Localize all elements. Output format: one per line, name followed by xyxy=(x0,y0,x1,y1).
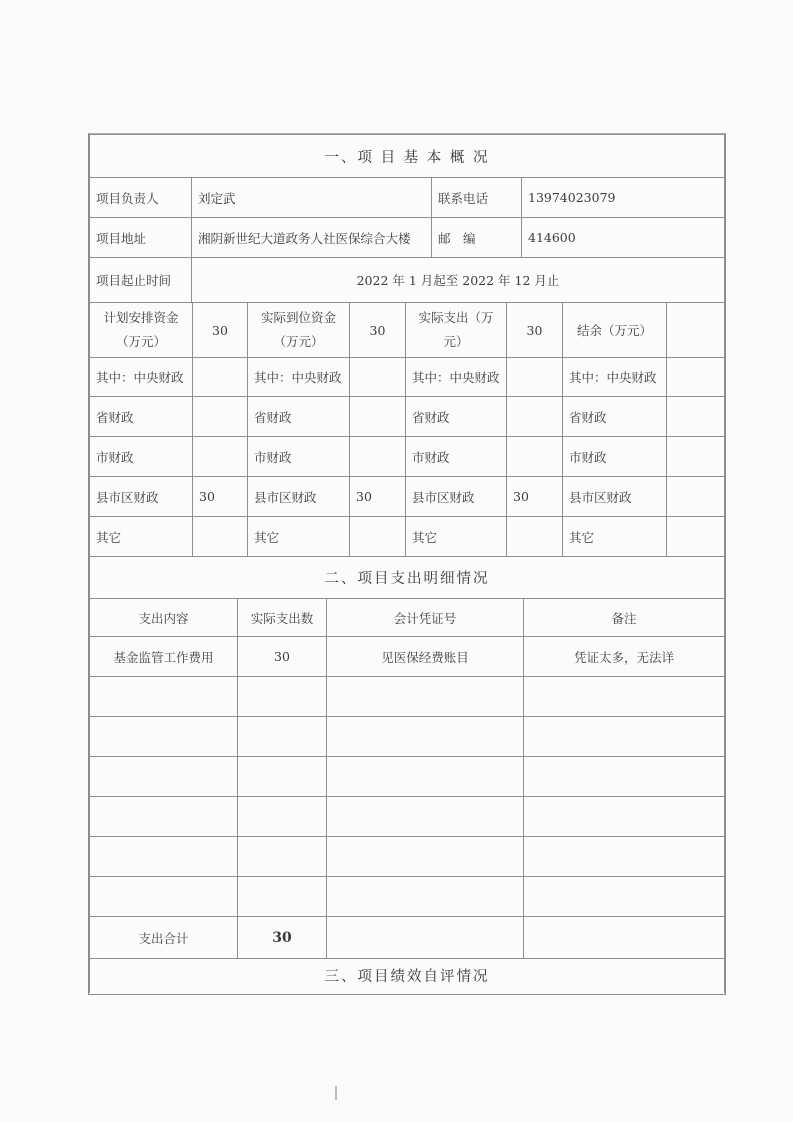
funds-table xyxy=(89,302,725,557)
expense-content xyxy=(90,677,238,717)
col-header-content: 支出内容 xyxy=(90,599,238,637)
fund-source-value xyxy=(193,397,248,437)
fund-source-value xyxy=(667,477,725,517)
section1-title: 一、项 目 基 本 概 况 xyxy=(90,135,725,178)
fund-source-label: 其它 xyxy=(563,517,667,557)
fund-source-label: 县市区财政 xyxy=(563,477,667,517)
fund-source-value xyxy=(507,358,563,397)
fund-source-label: 其中：中央财政 xyxy=(406,358,507,397)
expense-remarks: 凭证太多，无法详 xyxy=(524,637,725,677)
fund-source-value: 30 xyxy=(507,477,563,517)
expense-voucher xyxy=(327,837,524,877)
expense-amount xyxy=(238,677,327,717)
expense-content xyxy=(90,797,238,837)
expense-voucher xyxy=(327,797,524,837)
table-row xyxy=(90,797,725,837)
expense-remarks xyxy=(524,797,725,837)
fund-source-value xyxy=(350,358,406,397)
period-label: 项目起止时间 xyxy=(90,258,192,303)
col-header-remarks: 备注 xyxy=(524,599,725,637)
address-value: 湘阴新世纪大道政务人社医保综合大楼 xyxy=(192,218,432,258)
expense-remarks xyxy=(524,677,725,717)
expense-amount xyxy=(238,797,327,837)
expense-amount xyxy=(238,837,327,877)
phone-value: 13974023079 xyxy=(522,178,725,218)
expense-remarks xyxy=(524,717,725,757)
fund-source-label: 其中：中央财政 xyxy=(90,358,193,397)
postcode-value: 414600 xyxy=(522,218,725,258)
fund-source-value xyxy=(350,517,406,557)
expense-voucher xyxy=(327,877,524,917)
fund-source-label: 省财政 xyxy=(406,397,507,437)
expense-voucher xyxy=(327,677,524,717)
expense-amount xyxy=(238,877,327,917)
actual-received-value: 30 xyxy=(350,303,406,358)
col-header-voucher: 会计凭证号 xyxy=(327,599,524,637)
total-voucher-empty xyxy=(327,917,524,959)
fund-source-label: 其它 xyxy=(90,517,193,557)
total-remarks-empty xyxy=(524,917,725,959)
section2-title: 二、项目支出明细情况 xyxy=(90,557,725,599)
expense-voucher xyxy=(327,757,524,797)
table-row xyxy=(90,637,725,677)
expense-content xyxy=(90,877,238,917)
fund-source-label: 县市区财政 xyxy=(248,477,350,517)
planned-funds-value: 30 xyxy=(193,303,248,358)
expense-content xyxy=(90,837,238,877)
fund-source-value xyxy=(507,397,563,437)
fund-source-label: 其它 xyxy=(248,517,350,557)
fund-source-value xyxy=(350,397,406,437)
fund-source-value xyxy=(507,437,563,477)
actual-spent-header: 实际支出（万元） xyxy=(406,303,507,358)
address-label: 项目地址 xyxy=(90,218,192,258)
balance-value xyxy=(667,303,725,358)
expense-remarks xyxy=(524,837,725,877)
phone-label: 联系电话 xyxy=(432,178,522,218)
fund-source-label: 省财政 xyxy=(90,397,193,437)
fund-source-value: 30 xyxy=(350,477,406,517)
fund-source-label: 市财政 xyxy=(90,437,193,477)
scan-artifact xyxy=(335,1086,337,1100)
section2-title-table xyxy=(89,556,725,599)
total-label: 支出合计 xyxy=(90,917,238,959)
fund-source-value xyxy=(667,517,725,557)
section3-title-table xyxy=(89,958,725,993)
expense-voucher: 见医保经费账目 xyxy=(327,637,524,677)
expense-amount xyxy=(238,717,327,757)
expense-content xyxy=(90,757,238,797)
actual-received-header: 实际到位资金（万元） xyxy=(248,303,350,358)
fund-source-value xyxy=(193,437,248,477)
expense-content xyxy=(90,717,238,757)
section3-title: 三、项目绩效自评情况 xyxy=(90,959,725,993)
fund-source-label: 县市区财政 xyxy=(406,477,507,517)
expense-remarks xyxy=(524,877,725,917)
table-row xyxy=(90,757,725,797)
fund-source-value xyxy=(507,517,563,557)
form-frame xyxy=(88,133,726,995)
table-row xyxy=(90,677,725,717)
leader-value: 刘定武 xyxy=(192,178,432,218)
actual-spent-value: 30 xyxy=(507,303,563,358)
fund-source-value xyxy=(667,437,725,477)
expense-content: 基金监管工作费用 xyxy=(90,637,238,677)
expense-amount xyxy=(238,757,327,797)
expense-amount: 30 xyxy=(238,637,327,677)
table-row xyxy=(90,717,725,757)
planned-funds-header: 计划安排资金（万元） xyxy=(90,303,193,358)
total-value: 30 xyxy=(238,917,327,959)
col-header-amount: 实际支出数 xyxy=(238,599,327,637)
table-row xyxy=(90,877,725,917)
fund-source-label: 省财政 xyxy=(563,397,667,437)
fund-source-value xyxy=(350,437,406,477)
expenditure-table xyxy=(89,598,725,959)
fund-source-value xyxy=(193,517,248,557)
fund-source-label: 市财政 xyxy=(563,437,667,477)
fund-source-label: 其中：中央财政 xyxy=(248,358,350,397)
fund-source-label: 市财政 xyxy=(406,437,507,477)
fund-source-value xyxy=(667,397,725,437)
fund-source-value: 30 xyxy=(193,477,248,517)
fund-source-label: 其它 xyxy=(406,517,507,557)
table-row xyxy=(90,837,725,877)
expense-remarks xyxy=(524,757,725,797)
basic-info-table xyxy=(89,134,725,303)
fund-source-label: 市财政 xyxy=(248,437,350,477)
balance-header: 结余（万元） xyxy=(563,303,667,358)
fund-source-value xyxy=(193,358,248,397)
fund-source-label: 省财政 xyxy=(248,397,350,437)
fund-source-label: 县市区财政 xyxy=(90,477,193,517)
leader-label: 项目负责人 xyxy=(90,178,192,218)
expense-voucher xyxy=(327,717,524,757)
period-value: 2022 年 1 月起至 2022 年 12 月止 xyxy=(192,258,725,303)
postcode-label: 邮 编 xyxy=(432,218,522,258)
fund-source-label: 其中：中央财政 xyxy=(563,358,667,397)
fund-source-value xyxy=(667,358,725,397)
